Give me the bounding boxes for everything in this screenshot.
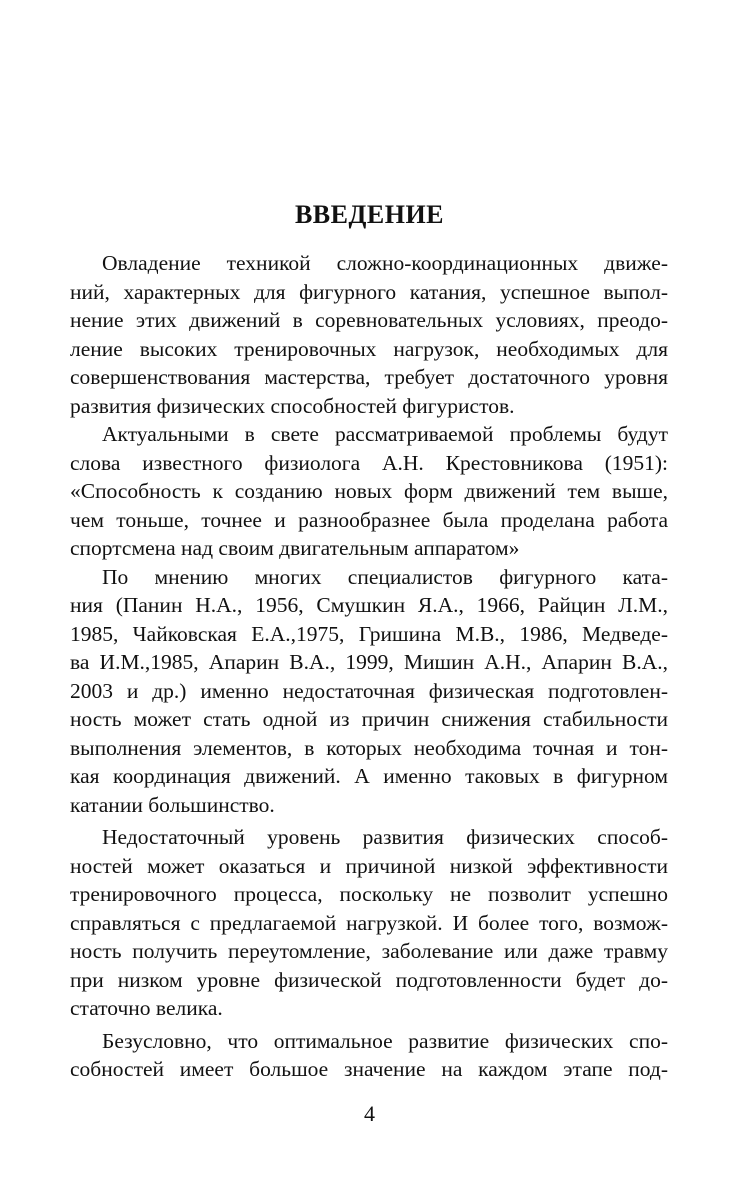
paragraph-3 (70, 563, 668, 820)
text-line: катании большинство. (70, 792, 275, 817)
text-line: кая координация движений. А именно таковых в фигурном (70, 764, 668, 788)
text-line: статочно велика. (70, 996, 223, 1020)
text-line: По мнению многих специалистов фигурного ката- (102, 564, 668, 589)
paragraph-5 (70, 1027, 668, 1084)
text-line: Недостаточный уровень развития физических способ- (102, 825, 668, 849)
text-line: чем тоньше, точнее и разнообразнее была проделана работа (70, 507, 668, 532)
paragraph-2 (70, 420, 668, 563)
text-line: ния (Панин Н.А., 1956, Смушкин Я.А., 1966, Райцин Л.М., (70, 593, 668, 617)
text-line: нение этих движений в соревновательных условиях, преодо- (70, 308, 668, 332)
paragraph-4 (70, 823, 668, 1023)
text-line: ний, характерных для фигурного катания, успешное выпол- (70, 279, 668, 304)
text-line: слова известного физиолога А.Н. Крестовникова (1951): (70, 450, 668, 475)
text-line: Актуальными в свете рассматриваемой проблемы будут (102, 422, 668, 446)
text-line: ность получить переутомление, заболевание или даже травму (70, 939, 668, 963)
text-line: справляться с предлагаемой нагрузкой. И более того, возмож- (70, 910, 668, 935)
body-text (70, 249, 668, 1084)
text-line: «Способность к созданию новых форм движений тем выше, (70, 479, 668, 503)
paragraph-1 (70, 249, 668, 420)
text-line: развития физических способностей фигуристов. (70, 393, 515, 418)
text-line: 2003 и др.) именно недостаточная физическая подготовлен- (70, 678, 668, 703)
text-line: выполнения элементов, в которых необходима точная и тон- (70, 735, 668, 760)
page-title: ВВЕДЕНИЕ (294, 200, 445, 229)
text-line: тренировочного процесса, поскольку не позволит успешно (70, 882, 668, 906)
text-line: собностей имеет большое значение на каждом этапе под- (70, 1057, 668, 1081)
text-line: ление высоких тренировочных нагрузок, необходимых для (70, 336, 668, 361)
text-line: при низком уровне физической подготовленности будет до- (70, 967, 668, 992)
text-line: совершенствования мастерства, требует достаточного уровня (70, 365, 668, 389)
page-number: 4 (364, 1101, 375, 1126)
text-line: Овладение техникой сложно-координационных движе- (102, 251, 668, 275)
text-line: спортсмена над своим двигательным аппаратом» (70, 536, 520, 560)
text-line: ва И.М.,1985, Апарин В.А., 1999, Мишин А.Н., Апарин В.А., (70, 650, 668, 674)
text-line: ность может стать одной из причин снижения стабильности (70, 707, 668, 731)
text-line: ностей может оказаться и причиной низкой эффективности (70, 853, 668, 878)
text-line: Безусловно, что оптимальное развитие физических спо- (102, 1028, 668, 1053)
text-line: 1985, Чайковская Е.А.,1975, Гришина М.В., 1986, Медведе- (70, 621, 668, 646)
